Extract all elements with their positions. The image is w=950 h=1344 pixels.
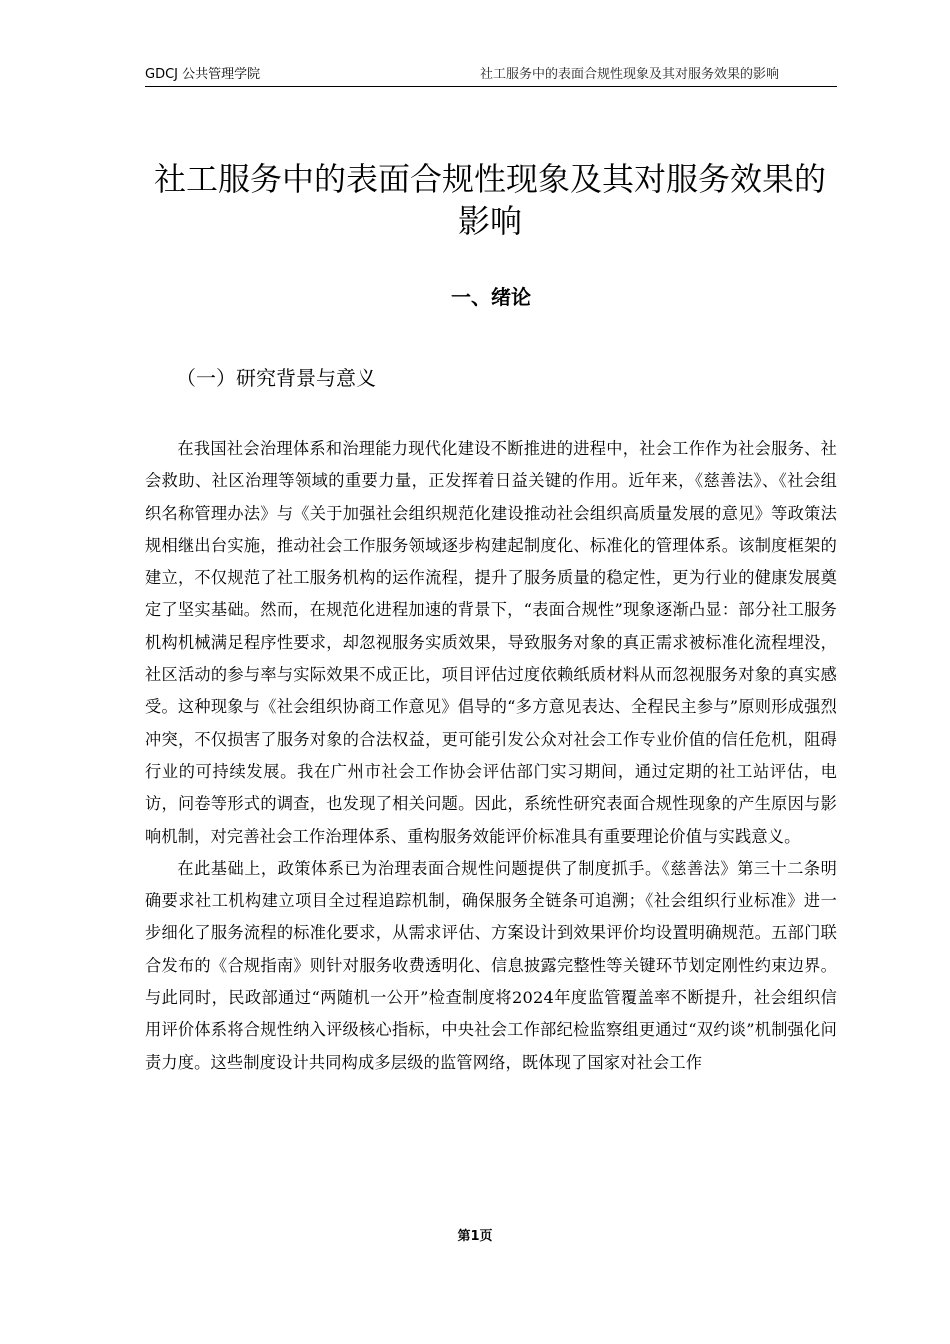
header-institution: GDCJ 公共管理学院 xyxy=(145,67,261,82)
header-document-title: 社工服务中的表面合规性现象及其对服务效果的影响 xyxy=(479,67,779,82)
document-title: 社工服务中的表面合规性现象及其对服务效果的影响 xyxy=(153,160,826,240)
section-heading: 一、绪论 xyxy=(451,285,531,309)
paragraph: 在此基础上，政策体系已为治理表面合规性问题提供了制度抓手。《慈善法》第三十二条明确要求社工机构建立项目全过程追踪机制，确保服务全链条可追溯；《社会组织行业标准》进一步细化了服务流程的标准化要求，从需求评估、方案设计到效果评价均设置明确规范。五部门联合发布的《合规指南》则针对服务收费透明化、信息披露完整性等关键环节划定刚性约束边界。与此同时，民政部通过“两随机一公开”检查制度将2024年度监管覆盖率不断提升，社会组织信用评价体系将合规性纳入评级核心指标，中央社会工作部纪检监察组更通过“双约谈”机制强化问责力度。这些制度设计共同构成多层级的监管网络，既体现了国家对社会工作 xyxy=(145,858,837,1072)
page-number: 第1页 xyxy=(457,1229,493,1244)
paragraph: 在我国社会治理体系和治理能力现代化建设不断推进的进程中，社会工作作为社会服务、社会救助、社区治理等领域的重要力量，正发挥着日益关键的作用。近年来，《慈善法》、《社会组织名称管理办法》与《关于加强社会组织规范化建设推动社会组织高质量发展的意见》等政策法规相继出台实施，推动社会工作服务领域逐步构建起制度化、标准化的管理体系。该制度框架的建立，不仅规范了社工服务机构的运作流程，提升了服务质量的稳定性，更为行业的健康发展奠定了坚实基础。然而，在规范化进程加速的背景下，“表面合规性”现象逐渐凸显：部分社工服务机构机械满足程序性要求，却忽视服务实质效果，导致服务对象的真正需求被标准化流程埋没，社区活动的参与率与实际效果不成正比，项目评估过度依赖纸质材料从而忽视服务对象的真实感受。这种现象与《社会组织协商工作意见》倡导的“多方意见表达、全程民主参与”原则形成强烈冲突，不仅损害了服务对象的合法权益，更可能引发公众对社会工作专业价值的信任危机，阻碍行业的可持续发展。我在广州市社会工作协会评估部门实习期间，通过定期的社工站评估，电访，问卷等形式的调查，也发现了相关问题。因此，系统性研究表面合规性现象的产生原因与影响机制，对完善社会工作治理体系、重构服务效能评价标准具有重要理论价值与实践意义。 xyxy=(145,439,837,846)
running-header xyxy=(145,66,837,87)
subsection-heading: （一）研究背景与意义 xyxy=(176,366,376,390)
body-text xyxy=(145,433,837,1079)
